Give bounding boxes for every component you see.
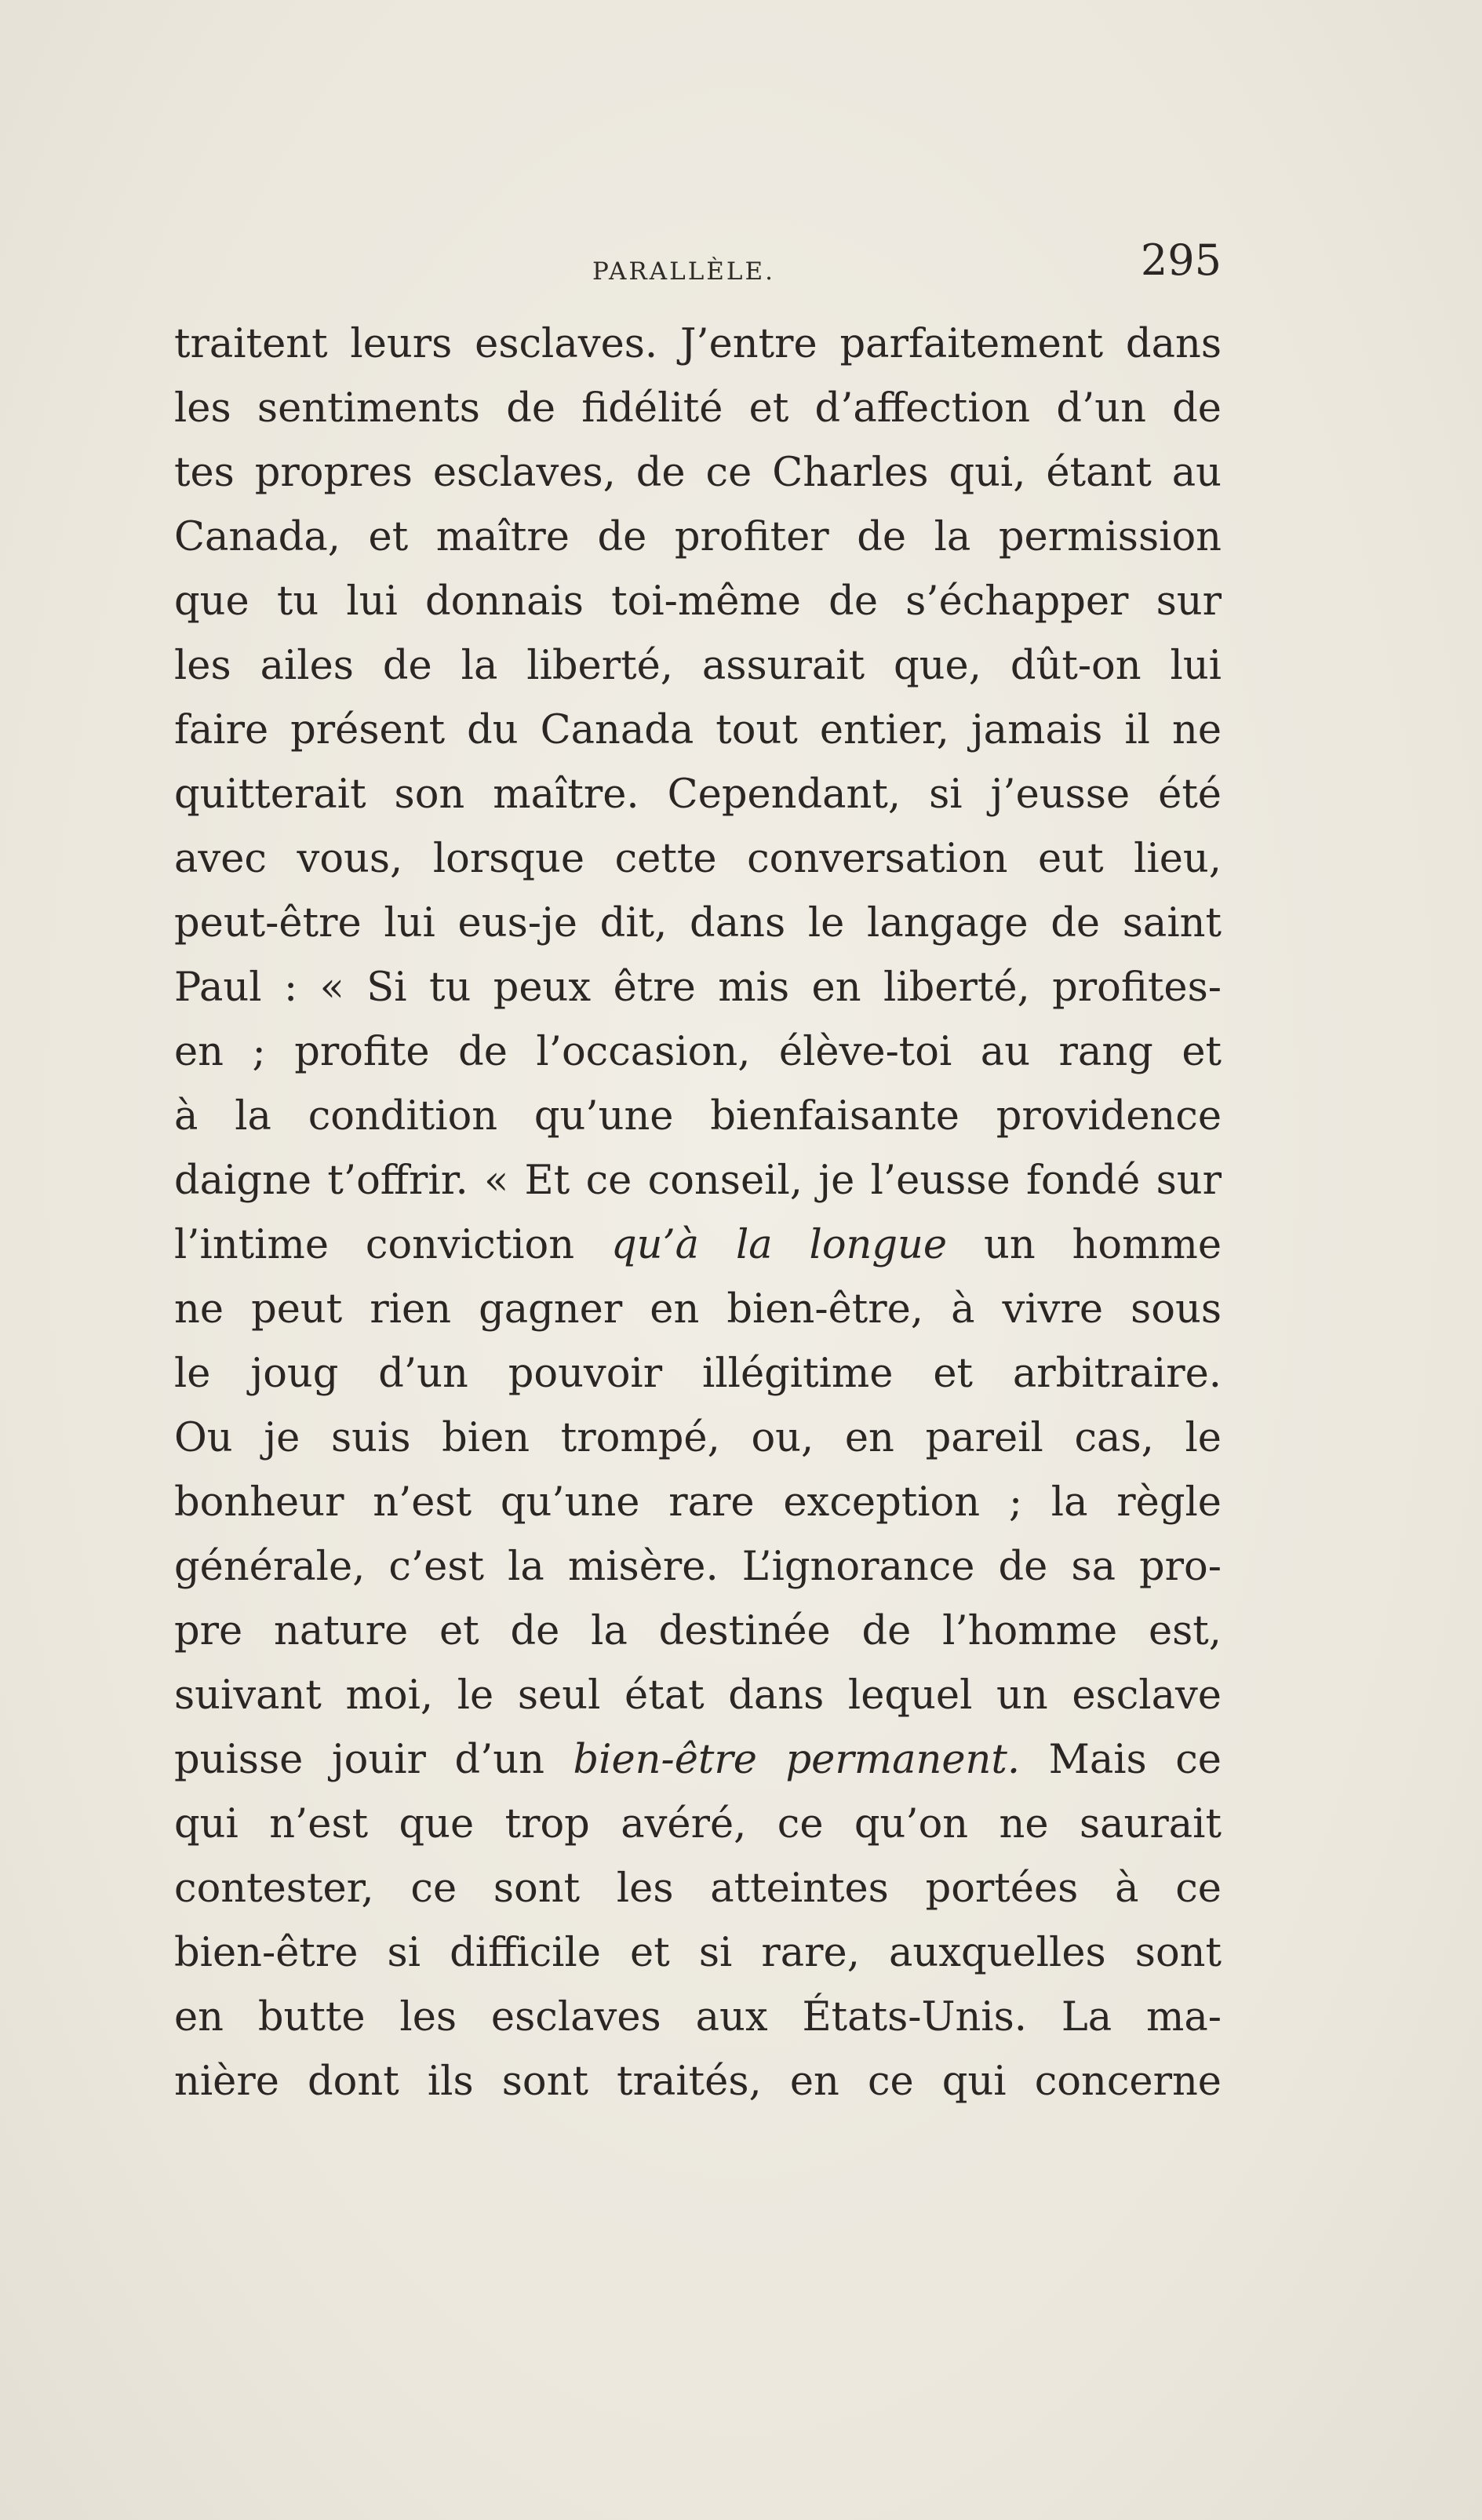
text-run: Ou je suis bien trompé, ou, en pareil cas, le — [174, 1415, 1222, 1461]
text-run: Paul : « Si tu peux être mis en liberté, profites- — [174, 965, 1222, 1011]
text-run: daigne t’offrir. « Et ce conseil, je l’eusse fondé sur — [174, 1158, 1222, 1204]
text-run: quitterait son maître. Cependant, si j’eusse été — [174, 771, 1222, 818]
text-run: à la condition qu’une bienfaisante providence — [174, 1093, 1222, 1140]
text-line — [174, 1921, 1222, 1986]
page-header — [174, 235, 1222, 298]
text-line — [174, 377, 1222, 441]
text-line — [174, 634, 1222, 698]
text-line — [174, 441, 1222, 505]
text-run: le joug d’un pouvoir illégitime et arbitraire. — [174, 1351, 1222, 1397]
text-run: faire présent du Canada tout entier, jamais il ne — [174, 707, 1222, 753]
text-run: suivant moi, le seul état dans lequel un esclave — [174, 1672, 1222, 1719]
text-line — [174, 1728, 1222, 1792]
text-line — [174, 827, 1222, 892]
text-line — [174, 1471, 1222, 1535]
text-run: avec vous, lorsque cette conversation eut lieu, — [174, 836, 1222, 882]
text-line — [174, 698, 1222, 763]
text-run: générale, c’est la misère. L’ignorance de sa pro- — [174, 1544, 1222, 1590]
text-line — [174, 1149, 1222, 1213]
text-run: Canada, et maître de profiter de la permission — [174, 514, 1222, 560]
text-run: Mais ce — [1020, 1737, 1222, 1783]
text-line — [174, 1085, 1222, 1149]
text-run: tes propres esclaves, de ce Charles qui, étant au — [174, 450, 1222, 496]
text-run: ne peut rien gagner en bien-être, à vivre sous — [174, 1286, 1222, 1333]
text-line — [174, 763, 1222, 827]
text-line — [174, 312, 1222, 377]
text-line — [174, 1986, 1222, 2050]
text-run: bonheur n’est qu’une rare exception ; la règle — [174, 1479, 1222, 1526]
italic-text: bien-être permanent. — [573, 1737, 1021, 1783]
text-run: peut-être lui eus-je dit, dans le langage de saint — [174, 900, 1222, 946]
running-title: PARALLÈLE. — [592, 257, 775, 286]
text-line — [174, 956, 1222, 1020]
text-line — [174, 1535, 1222, 1599]
text-line — [174, 1020, 1222, 1085]
text-line — [174, 1278, 1222, 1342]
text-run: contester, ce sont les atteintes portées à ce — [174, 1865, 1222, 1912]
text-line — [174, 1664, 1222, 1728]
text-line — [174, 892, 1222, 956]
text-line — [174, 570, 1222, 634]
text-run: les sentiments de fidélité et d’affection d’un de — [174, 385, 1222, 432]
text-line — [174, 1213, 1222, 1278]
text-run: puisse jouir d’un — [174, 1737, 574, 1783]
text-line — [174, 505, 1222, 570]
text-run: l’intime conviction — [174, 1222, 611, 1268]
text-run: les ailes de la liberté, assurait que, dût-on lui — [174, 643, 1222, 689]
text-run: que tu lui donnais toi-même de s’échapper sur — [174, 578, 1222, 625]
text-line — [174, 1599, 1222, 1664]
text-run: pre nature et de la destinée de l’homme est, — [174, 1608, 1222, 1654]
page-number: 295 — [1140, 235, 1222, 285]
body-text — [174, 312, 1222, 2114]
text-line — [174, 1792, 1222, 1857]
text-line — [174, 1342, 1222, 1406]
text-run: bien-être si difficile et si rare, auxquelles sont — [174, 1930, 1222, 1976]
text-run: qui n’est que trop avéré, ce qu’on ne saurait — [174, 1801, 1222, 1847]
italic-text: qu’à la longue — [610, 1222, 948, 1268]
text-line — [174, 2050, 1222, 2114]
text-run: en ; profite de l’occasion, élève-toi au rang et — [174, 1029, 1222, 1075]
text-run: en butte les esclaves aux États-Unis. La ma- — [174, 1994, 1222, 2040]
text-run: traitent leurs esclaves. J’entre parfaitement dans — [174, 321, 1222, 367]
text-run: un homme — [947, 1222, 1222, 1268]
text-line — [174, 1406, 1222, 1471]
text-run: nière dont ils sont traités, en ce qui concerne — [174, 2059, 1222, 2105]
text-line — [174, 1857, 1222, 1921]
